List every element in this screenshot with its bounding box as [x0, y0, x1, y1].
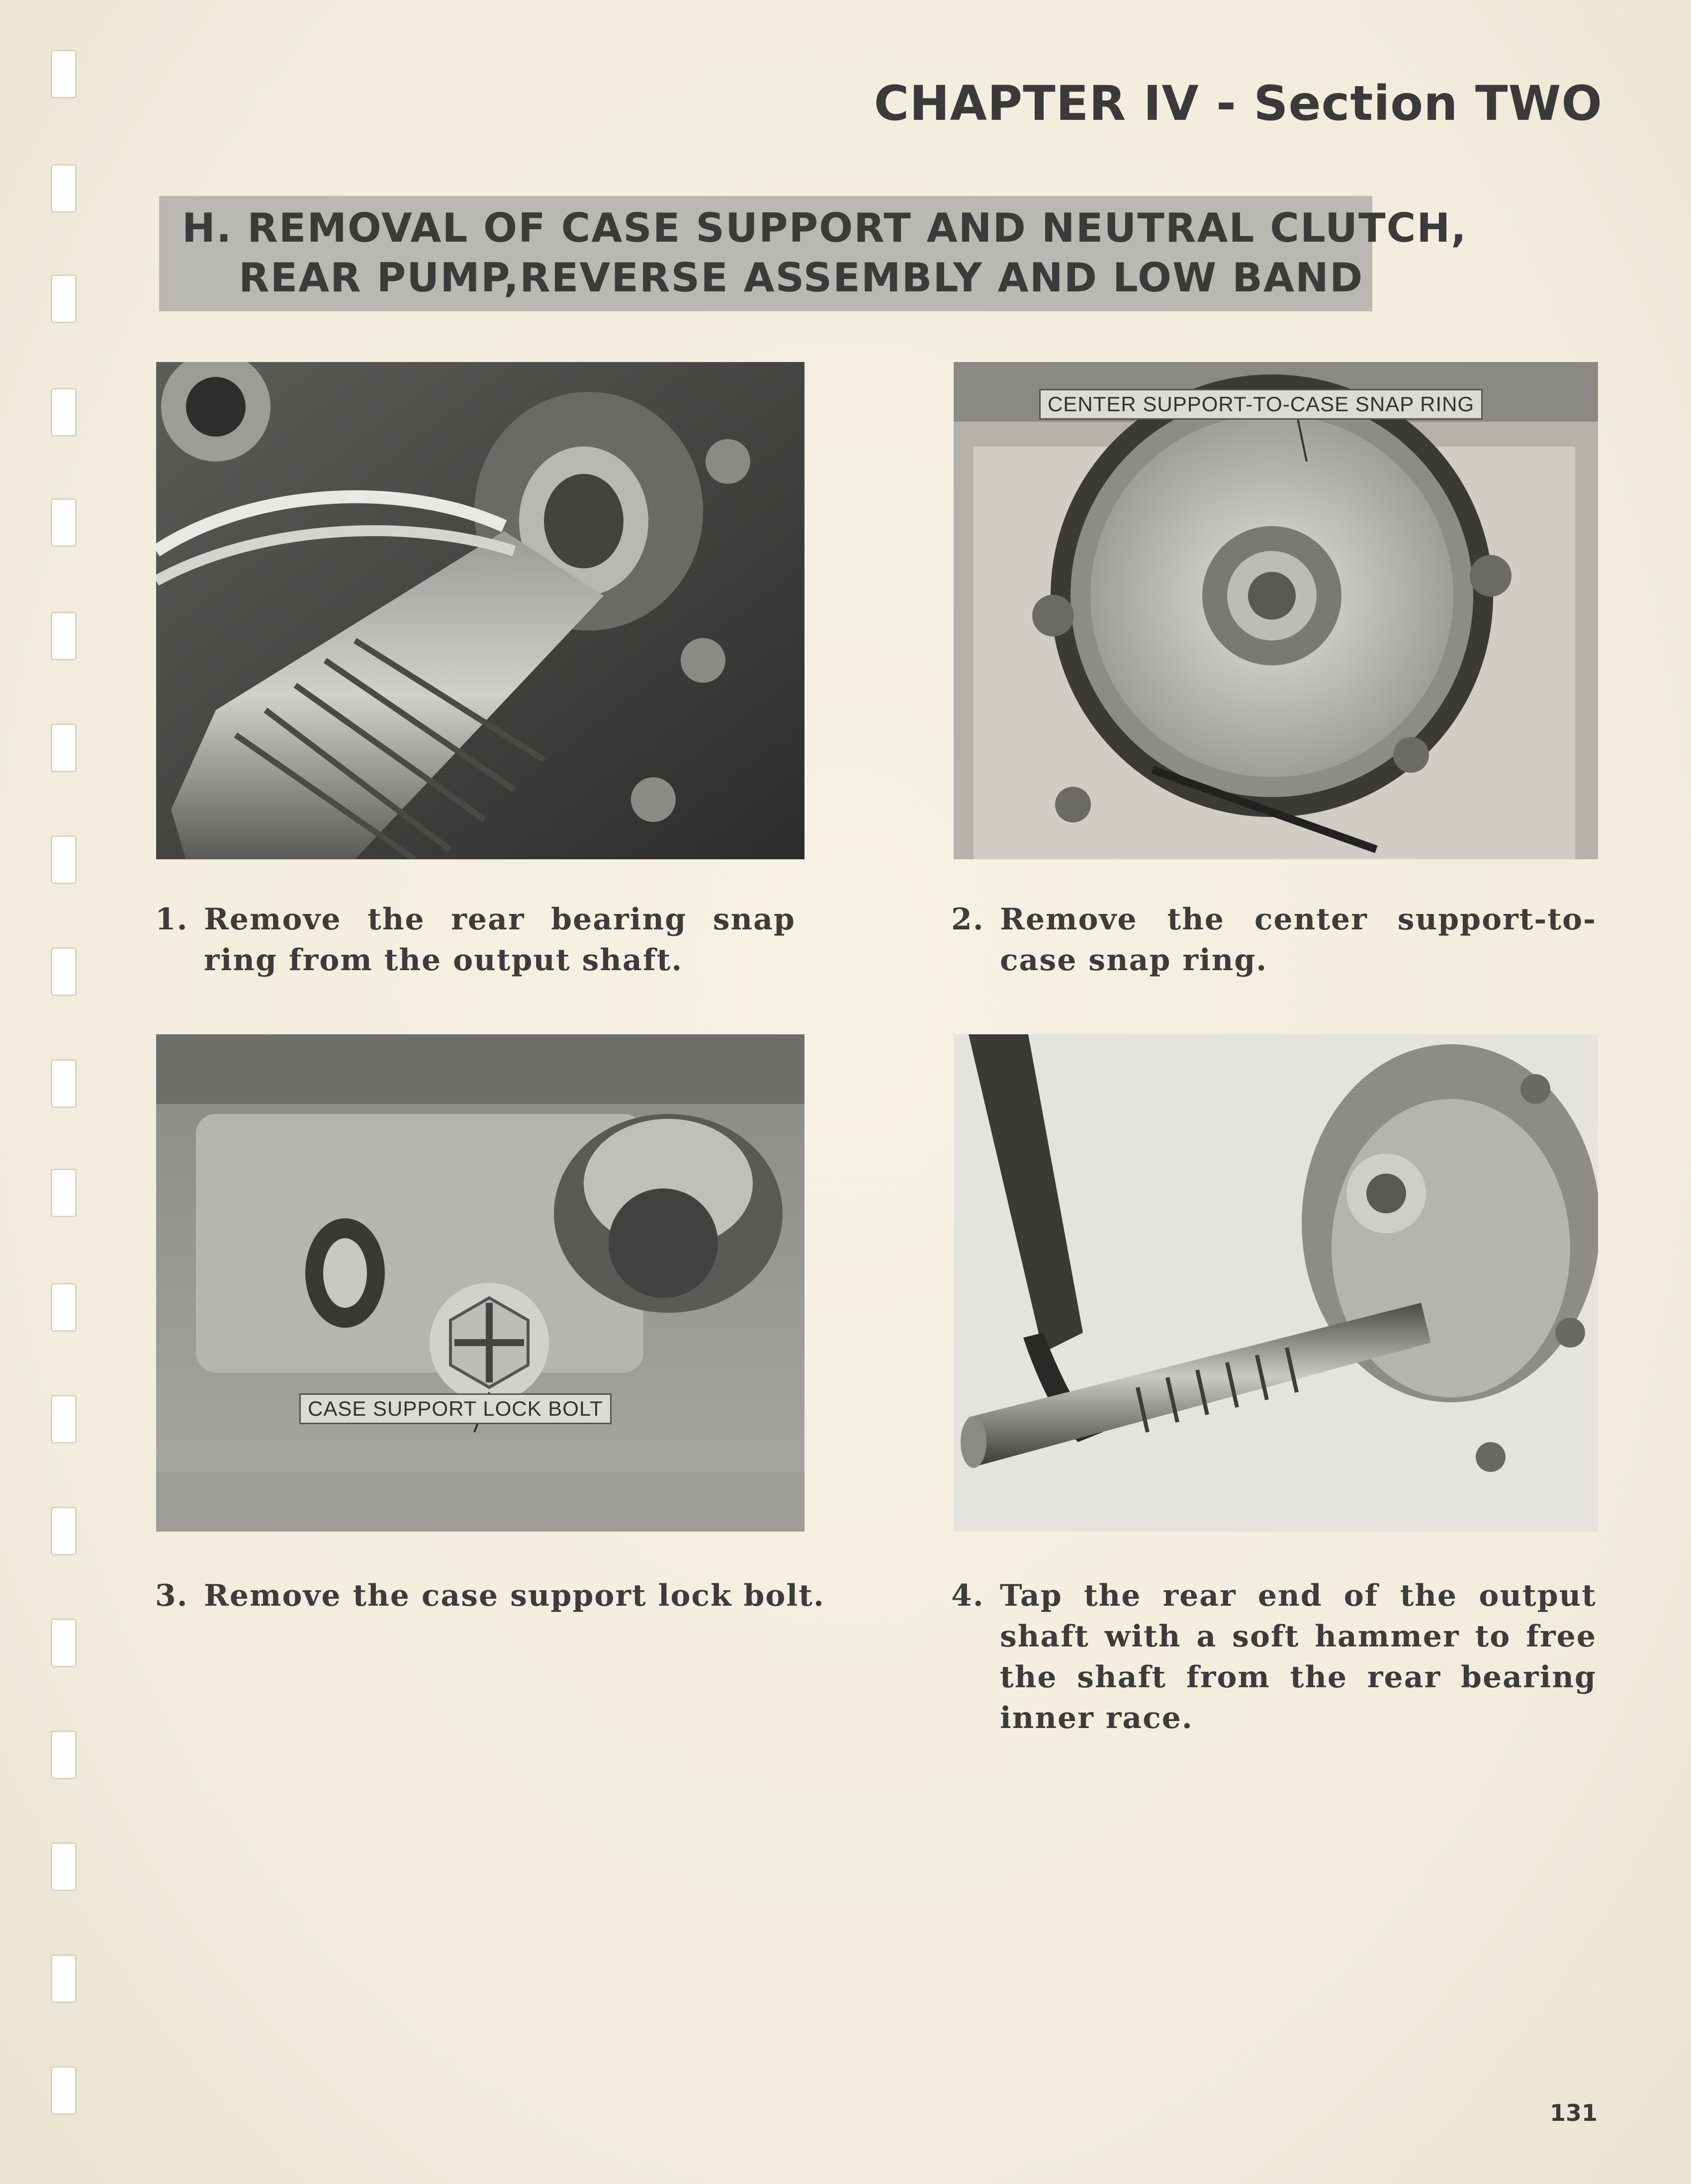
step-4-number: 4.	[951, 1578, 984, 1613]
step-2-number: 2.	[951, 902, 984, 937]
binding-holes	[51, 50, 76, 2138]
step-4-caption	[951, 1575, 1598, 1744]
snap-ring-callout-label: CENTER SUPPORT-TO-CASE SNAP RING	[1039, 389, 1483, 420]
step-1-number: 1.	[155, 902, 188, 937]
banner-title-line-1: H. REMOVAL OF CASE SUPPORT AND NEUTRAL CLUTCH,	[182, 205, 1467, 251]
step-3-caption	[155, 1575, 825, 1620]
step-3-text: Remove the case support lock bolt.	[204, 1578, 825, 1613]
chapter-header: CHAPTER IV - Section TWO	[874, 76, 1602, 131]
lock-bolt-callout-label: CASE SUPPORT LOCK BOLT	[299, 1393, 612, 1424]
banner-title-line-2: REAR PUMP,REVERSE ASSEMBLY AND LOW BAND	[239, 255, 1364, 301]
photo-center-support-snap-ring	[954, 362, 1598, 859]
step-1-text: Remove the rear bearing snap ring from the output shaft.	[204, 902, 796, 978]
page-number: 131	[1550, 2099, 1598, 2126]
step-2-caption	[951, 899, 1598, 984]
photo-rear-bearing-snap-ring	[156, 362, 804, 859]
section-banner	[159, 196, 1467, 311]
step-2-text: Remove the center support-to-case snap ring.	[1000, 902, 1597, 978]
step-1-caption	[155, 899, 801, 984]
photo-tap-output-shaft	[954, 1034, 1598, 1532]
photo-case-support-lock-bolt	[156, 1034, 804, 1532]
step-3-number: 3.	[155, 1578, 188, 1613]
step-4-text: Tap the rear end of the output shaft with a soft hammer to free the shaft from the rear bearing inner race.	[1000, 1578, 1597, 1735]
